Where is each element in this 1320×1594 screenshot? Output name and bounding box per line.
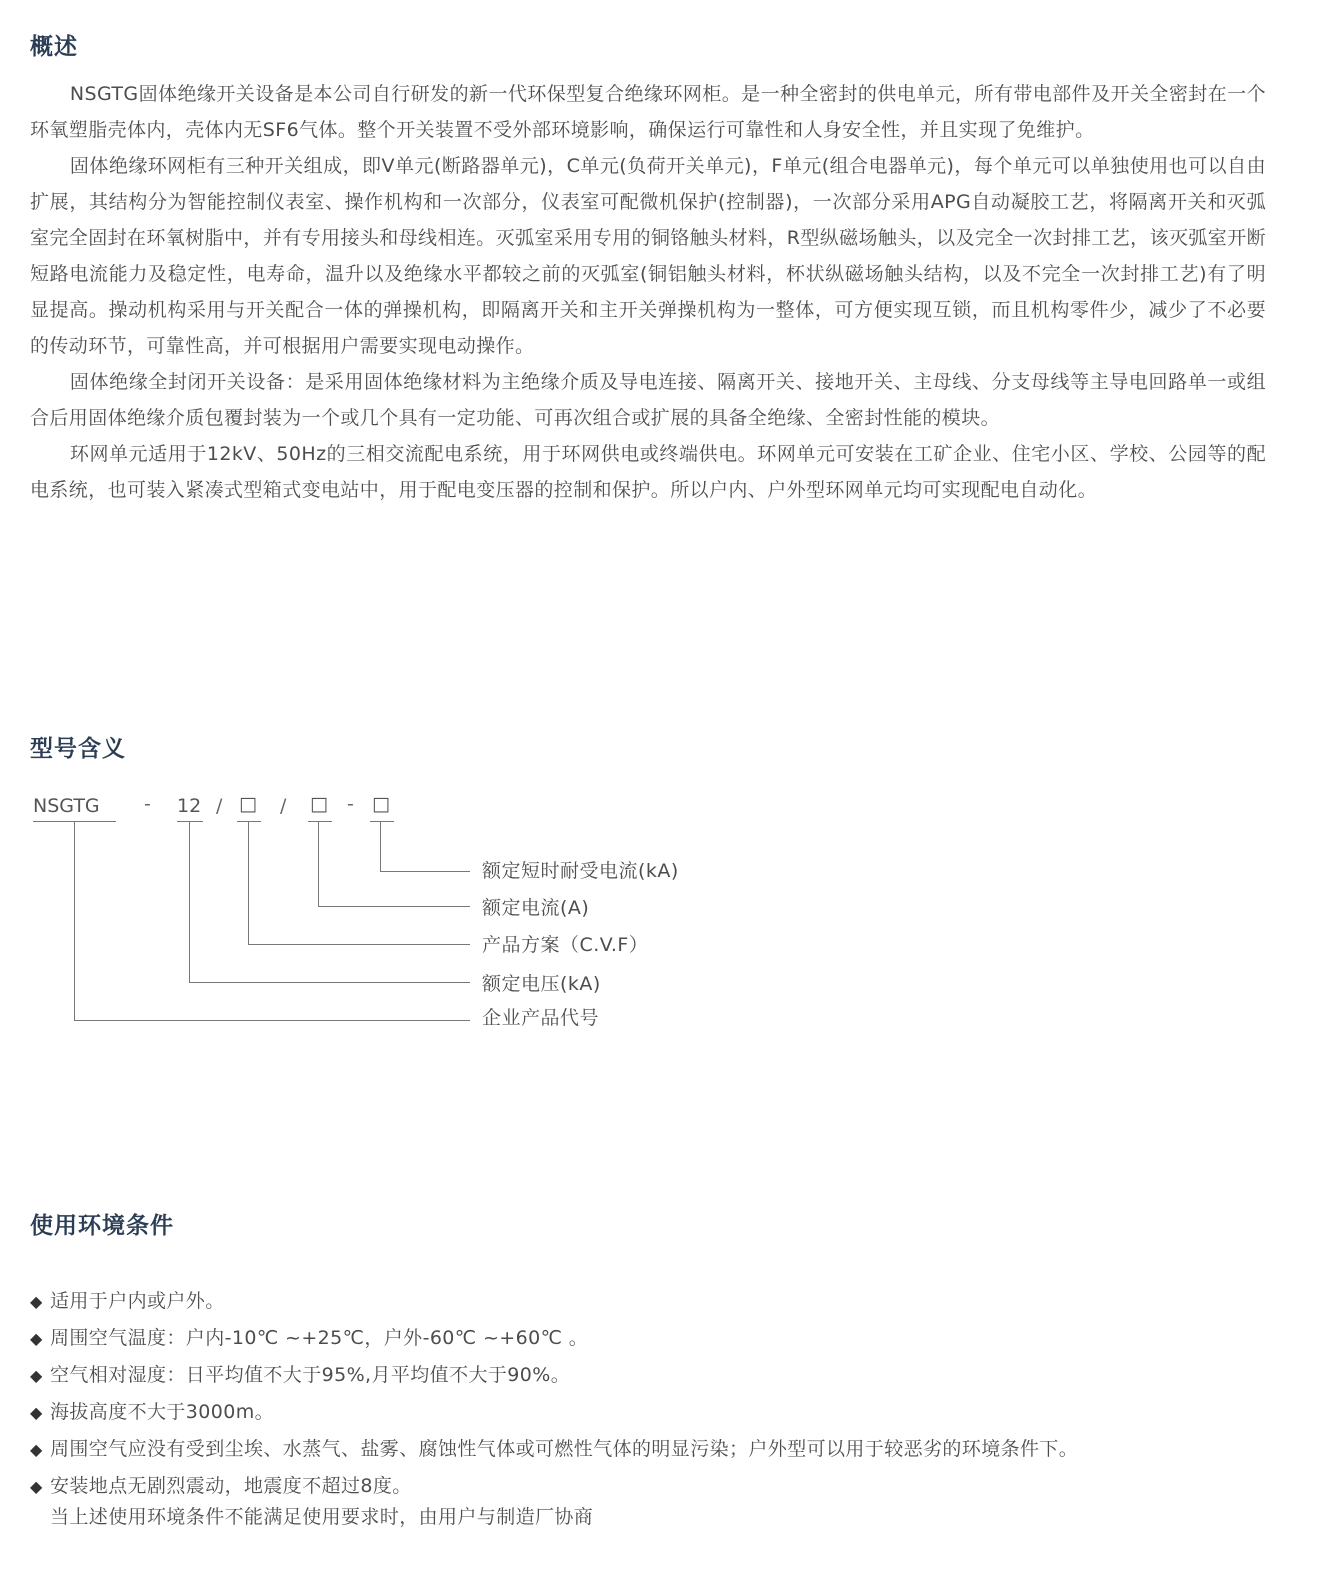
code-slash-2: / [280,795,287,817]
list-item-text: 适用于户内或户外。 [50,1290,225,1312]
leader-line-box-3-horizontal [380,871,470,872]
code-box-2-underline [308,821,332,822]
label-product-scheme: 产品方案（C.V.F） [482,934,649,956]
leader-line-box-3-vertical [380,822,381,871]
leader-line-box-1-vertical [248,822,249,944]
leader-line-voltage-horizontal [189,982,470,983]
overview-paragraph-4: 环网单元适用于12kV、50Hz的三相交流配电系统，用于环网供电或终端供电。环网单元可安装在工矿企业、住宅小区、学校、公园等的配电系统，也可装入紧凑式型箱式变电站中，用于配电变压器的控制和保护。所以户内、户外型环网单元均可实现配电自动化。 [30,443,1266,501]
code-box-3-underline [370,821,394,822]
overview-paragraph-3: 固体绝缘全封闭开关设备：是采用固体绝缘材料为主绝缘介质及导电连接、隔离开关、接地开关、主母线、分支母线等主导电回路单一或组合后用固体绝缘介质包覆封装为一个或几个具有一定功能、可再次组合或扩展的具备全绝缘、全密封性能的模块。 [30,371,1266,429]
list-item [30,1394,1266,1431]
code-prefix: NSGTG [33,795,100,817]
diamond-bullet-icon: ◆ [30,1366,43,1385]
leader-line-box-2-horizontal [318,906,470,907]
code-box-1-underline [237,821,261,822]
list-item-text: 海拔高度不大于3000m。 [50,1401,275,1423]
list-item-text: 空气相对湿度：日平均值不大于95%,月平均值不大于90%。 [50,1364,571,1386]
list-item-text: 周围空气应没有受到尘埃、水蒸气、盐雾、腐蚀性气体或可燃性气体的明显污染；户外型可以用于较恶劣的环境条件下。 [50,1438,1079,1460]
overview-body [30,76,1266,508]
section-title-overview: 概述 [30,34,78,60]
label-short-time-current: 额定短时耐受电流(kA) [482,860,679,882]
code-box-3: □ [372,793,390,815]
list-item [30,1357,1266,1394]
code-voltage: 12 [177,795,202,817]
code-dash-2: - [347,793,354,815]
model-code-diagram [0,780,800,1050]
label-product-code: 企业产品代号 [482,1007,600,1029]
list-item-text: 周围空气温度：户内-10℃ ~+25℃，户外-60℃ ~+60℃ 。 [50,1327,589,1349]
code-dash-1: - [144,793,151,815]
list-item [30,1283,1266,1320]
leader-line-prefix-horizontal [74,1020,470,1021]
leader-line-box-2-vertical [318,822,319,906]
diamond-bullet-icon: ◆ [30,1329,43,1348]
section-title-environment: 使用环境条件 [30,1213,174,1239]
leader-line-box-1-horizontal [248,944,470,945]
leader-line-prefix-vertical [74,822,75,1020]
diamond-bullet-icon: ◆ [30,1292,43,1311]
list-item [30,1320,1266,1357]
code-box-1: □ [239,793,257,815]
label-rated-current: 额定电流(A) [482,897,590,919]
diamond-bullet-icon: ◆ [30,1440,43,1459]
code-box-2: □ [310,793,328,815]
environment-note: 当上述使用环境条件不能满足使用要求时，由用户与制造厂协商 [50,1506,594,1528]
overview-paragraph-1: NSGTG固体绝缘开关设备是本公司自行研发的新一代环保型复合绝缘环网柜。是一种全密封的供电单元，所有带电部件及开关全密封在一个环氧塑脂壳体内，壳体内无SF6气体。整个开关装置不受外部环境影响，确保运行可靠性和人身安全性，并且实现了免维护。 [30,83,1266,141]
diamond-bullet-icon: ◆ [30,1477,43,1496]
list-item [30,1431,1266,1468]
code-voltage-underline [177,821,203,822]
overview-paragraph-2: 固体绝缘环网柜有三种开关组成，即V单元(断路器单元)，C单元(负荷开关单元)，F单元(组合电器单元)，每个单元可以单独使用也可以自由扩展，其结构分为智能控制仪表室、操作机构和一次部分，仪表室可配微机保护(控制器)，一次部分采用APG自动凝胶工艺，将隔离开关和灭弧室完全固封在环氧树脂中，并有专用接头和母线相连。灭弧室采用专用的铜铬触头材料，R型纵磁场触头，以及完全一次封排工艺，该灭弧室开断短路电流能力及稳定性，电寿命，温升以及绝缘水平都较之前的灭弧室(铜铝触头材料，杯状纵磁场触头结构，以及不完全一次封排工艺)有了明显提高。操动机构采用与开关配合一体的弹操机构，即隔离开关和主开关弹操机构为一整体，可方便实现互锁，而且机构零件少，减少了不必要的传动环节，可靠性高，并可根据用户需要实现电动操作。 [30,155,1266,357]
list-item-text: 安装地点无剧烈震动，地震度不超过8度。 [50,1475,412,1497]
environment-list [30,1283,1266,1505]
diamond-bullet-icon: ◆ [30,1403,43,1422]
label-rated-voltage: 额定电压(kA) [482,973,601,995]
leader-line-voltage-vertical [189,822,190,982]
code-slash-1: / [216,795,223,817]
section-title-model: 型号含义 [30,736,126,762]
